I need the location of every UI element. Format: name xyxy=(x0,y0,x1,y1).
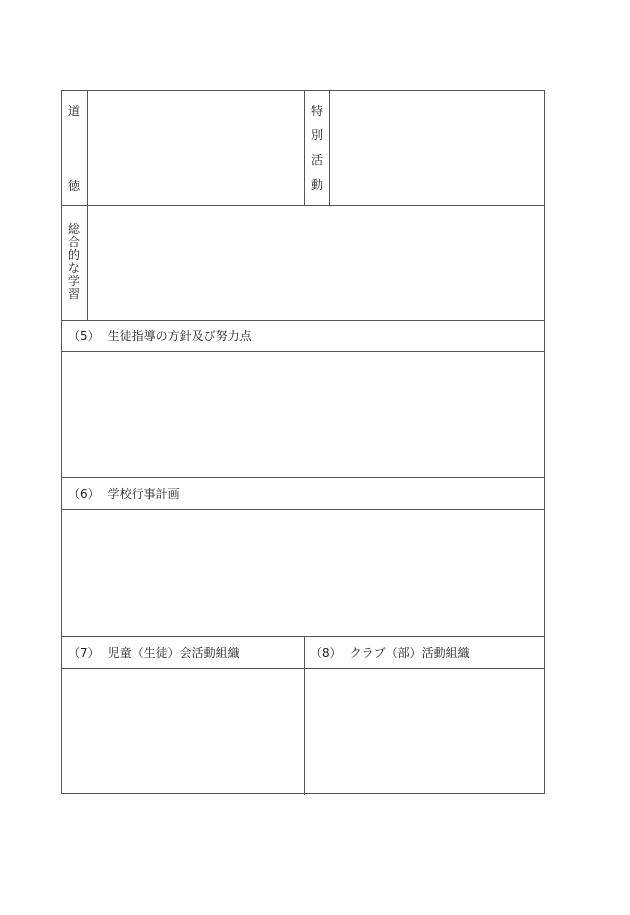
divider-after-section5-body xyxy=(62,477,544,478)
moral-special-divider xyxy=(304,91,305,205)
section8-number: （8） xyxy=(310,646,342,660)
section7-header xyxy=(68,646,240,660)
special-label-char-4: 動 xyxy=(311,178,324,192)
integrated-study-label xyxy=(67,223,81,301)
section5-content-cell[interactable] xyxy=(62,352,545,477)
divider-after-integrated-study-row xyxy=(62,320,544,321)
section6-number: （6） xyxy=(68,487,100,501)
moral-label-bottom: 徳 xyxy=(68,179,81,193)
special-label-char-1: 特 xyxy=(311,104,324,118)
section7-title: 児童（生徒）会活動組織 xyxy=(107,646,240,660)
section8-content-cell[interactable] xyxy=(305,669,545,794)
section8-header xyxy=(310,646,470,660)
section7-content-cell[interactable] xyxy=(62,669,304,794)
divider-after-section6-body xyxy=(62,636,544,637)
integrated-study-char-2: 合 xyxy=(67,235,80,249)
moral-label-top: 道 xyxy=(68,104,81,118)
section6-content-cell[interactable] xyxy=(62,510,545,636)
section5-header xyxy=(68,329,252,343)
moral-content-cell[interactable] xyxy=(88,91,304,205)
integrated-study-char-3: 的 xyxy=(67,248,80,262)
section6-title: 学校行事計画 xyxy=(107,487,180,501)
special-activities-content-cell[interactable] xyxy=(330,91,545,205)
plan-form-table xyxy=(61,90,545,794)
integrated-study-char-5: 学 xyxy=(67,274,80,288)
integrated-study-char-1: 総 xyxy=(67,222,80,236)
integrated-study-char-6: 習 xyxy=(67,287,80,301)
integrated-study-content-cell[interactable] xyxy=(88,206,545,320)
section8-title: クラブ（部）活動組織 xyxy=(349,646,470,660)
section5-title: 生徒指導の方針及び努力点 xyxy=(107,329,252,343)
section7-number: （7） xyxy=(68,646,100,660)
special-label-char-3: 活 xyxy=(311,153,324,167)
section6-header xyxy=(68,487,180,501)
special-label-char-2: 別 xyxy=(311,128,324,142)
section5-number: （5） xyxy=(68,329,100,343)
integrated-study-char-4: な xyxy=(67,261,80,275)
